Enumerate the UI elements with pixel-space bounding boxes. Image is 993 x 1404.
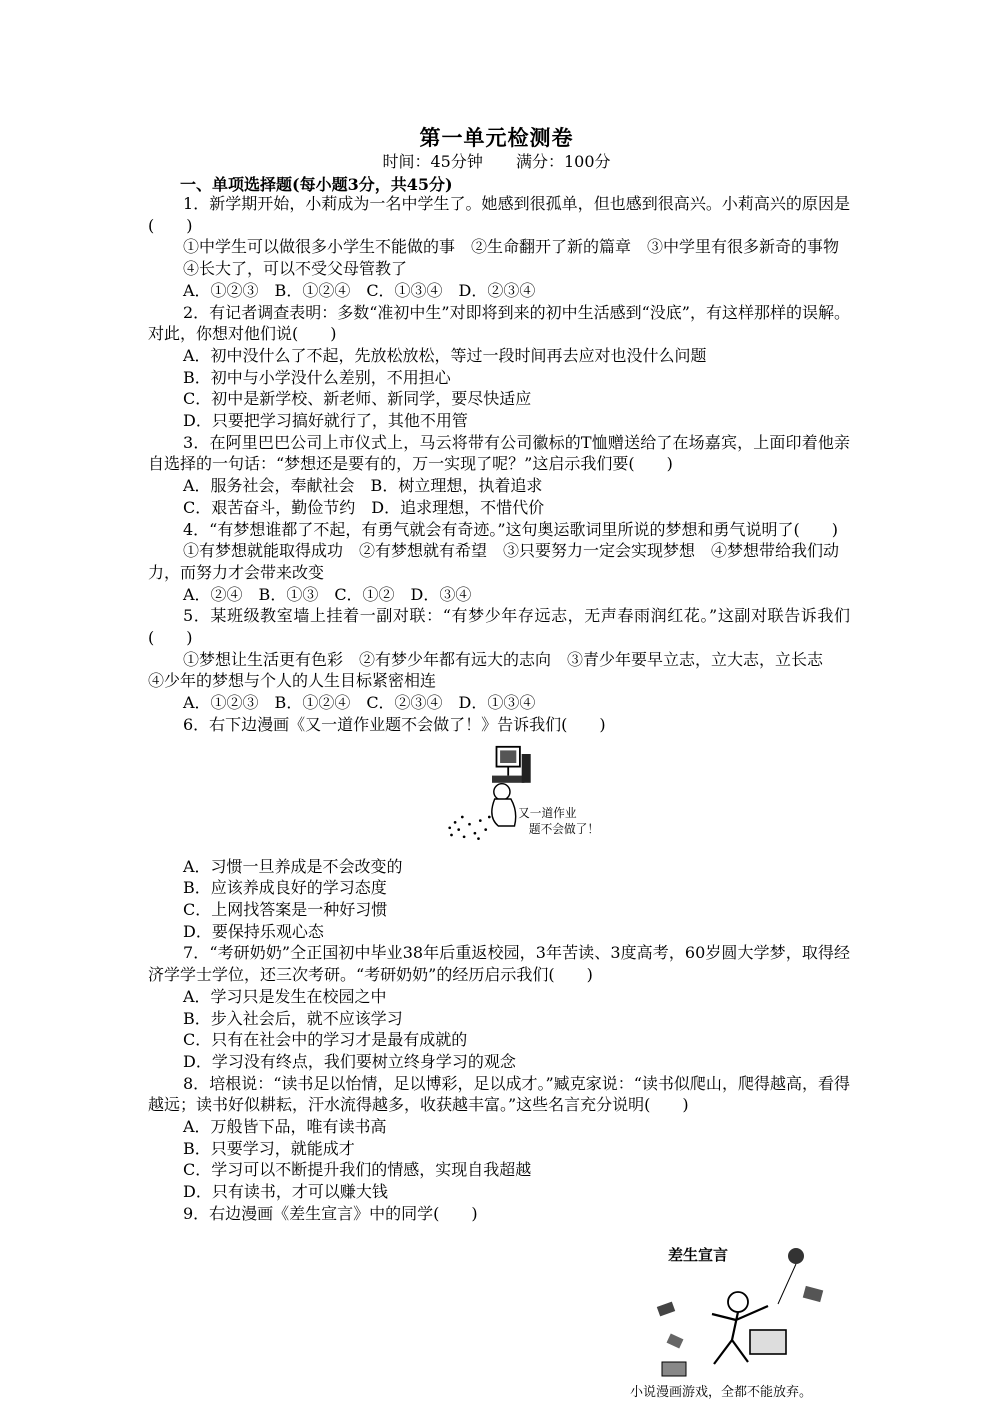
question-9-stem: 9．右边漫画《差生宣言》中的同学( ) [183, 1203, 478, 1223]
question-6-cartoon-area [148, 736, 850, 856]
cartoon-caption: 小说漫画游戏，全都不能放弃。 [630, 1385, 813, 1400]
question-1-stem: 1．新学期开始，小莉成为一名中学生了。她感到很孤单，但也感到很高兴。小莉高兴的原因是( ) [148, 194, 850, 235]
question-7-option-c: C．只有在社会中的学习才是最有成就的 [183, 1030, 468, 1050]
homework-cartoon-image [434, 736, 604, 844]
question-4-statements: ①有梦想就能取得成功 ②有梦想就有希望 ③只要努力一定会实现梦想 ④梦想带给我们动力，而努力才会带来改变 [148, 541, 840, 582]
question-8-option-b: B．只要学习，就能成才 [183, 1138, 355, 1158]
question-2-option-a: A．初中没什么了不起，先放松放松，等过一段时间再去应对也没什么问题 [183, 345, 707, 365]
question-1-options: A．①②③ B．①②④ C．①③④ D．②③④ [183, 280, 536, 300]
question-6-option-a: A．习惯一旦养成是不会改变的 [183, 856, 403, 876]
question-7-option-b: B．步入社会后，就不应该学习 [183, 1008, 403, 1028]
question-4-options: A．②④ B．①③ C．①② D．③④ [183, 584, 472, 604]
question-3-options-ab: A．服务社会，奉献社会 B．树立理想，执着追求 [183, 476, 543, 496]
page-title: 第一单元检测卷 [419, 125, 574, 150]
question-6-option-d: D．要保持乐观心态 [183, 921, 324, 941]
question-5-options: A．①②③ B．①②④ C．②③④ D．①③④ [183, 693, 536, 713]
section-heading: 一、单项选择题(每小题3分，共45分) [180, 175, 453, 194]
question-6-option-c: C．上网找答案是一种好习惯 [183, 899, 388, 919]
question-4-stem: 4．“有梦想谁都了不起，有勇气就会有奇迹。”这句奥运歌词里所说的梦想和勇气说明了( ) [183, 519, 839, 539]
question-5-stem: 5．某班级教室墙上挂着一副对联：“有梦少年存远志，无声春雨润红花。”这副对联告诉我们( ) [148, 606, 850, 648]
full-score: 满分：100分 [515, 152, 611, 171]
questions [148, 193, 850, 1225]
question-8-option-d: D．只有读书，才可以赚大钱 [183, 1182, 388, 1202]
question-1-statements: ①中学生可以做很多小学生不能做的事 ②生命翻开了新的篇章 ③中学里有很多新奇的事物 [183, 237, 840, 257]
question-8-stem: 8．培根说：“读书足以怡情，足以博彩，足以成才。”臧克家说：“读书似爬山，爬得越高，看得越远；读书好似耕耘，汗水流得越多，收获越丰富。”这些名言充分说明( ) [148, 1073, 850, 1115]
question-6-stem: 6．右下边漫画《又一道作业题不会做了！》告诉我们( ) [183, 714, 606, 734]
question-2-option-b: B．初中与小学没什么差别，不用担心 [183, 367, 451, 387]
question-5-statements: ①梦想让生活更有色彩 ②有梦少年都有远大的志向 ③青少年要早立志，立大志，立长志 ④少年的梦想与个人的人生目标紧密相连 [148, 649, 840, 691]
question-8-option-c: C．学习可以不断提升我们的情感，实现自我超越 [183, 1160, 532, 1180]
question-3-stem: 3．在阿里巴巴公司上市仪式上，马云将带有公司徽标的T恤赠送给了在场嘉宾，上面印着他亲自选择的一句话：“梦想还是要有的，万一实现了呢？”这启示我们要( ) [148, 432, 850, 474]
cartoon-caption-line-2: 题不会做了！ [528, 821, 600, 836]
slacker-declaration-cartoon [628, 1244, 860, 1404]
cartoon-title: 差生宣言 [668, 1246, 729, 1264]
question-2-option-c: C．初中是新学校、新老师、新同学，要尽快适应 [183, 389, 532, 409]
question-2-option-d: D．只要把学习搞好就行了，其他不用管 [183, 411, 468, 431]
question-7-stem: 7．“考研奶奶”仝正国初中毕业38年后重返校园，3年苦读、3度高考，60岁圆大学梦，取得经济学学士学位，还三次考研。“考研奶奶”的经历启示我们( ) [148, 943, 850, 985]
time-limit: 时间：45分钟 [382, 152, 483, 171]
exam-meta [0, 149, 993, 172]
question-1-statements-2: ④长大了，可以不受父母管教了 [183, 259, 408, 279]
question-8-option-a: A．万般皆下品，唯有读书高 [183, 1117, 387, 1137]
question-2-stem: 2．有记者调查表明：多数“准初中生”对即将到来的初中生活感到“没底”，有这样那样的误解。对此，你想对他们说( ) [148, 302, 850, 344]
question-6-option-b: B．应该养成良好的学习态度 [183, 878, 387, 898]
question-7-option-d: D．学习没有终点，我们要树立终身学习的观念 [183, 1051, 516, 1071]
cartoon-caption-line-1: 又一道作业 [518, 805, 577, 820]
question-3-options-cd: C．艰苦奋斗，勤俭节约 D．追求理想，不惜代价 [183, 497, 545, 517]
question-7-option-a: A．学习只是发生在校园之中 [183, 986, 387, 1006]
